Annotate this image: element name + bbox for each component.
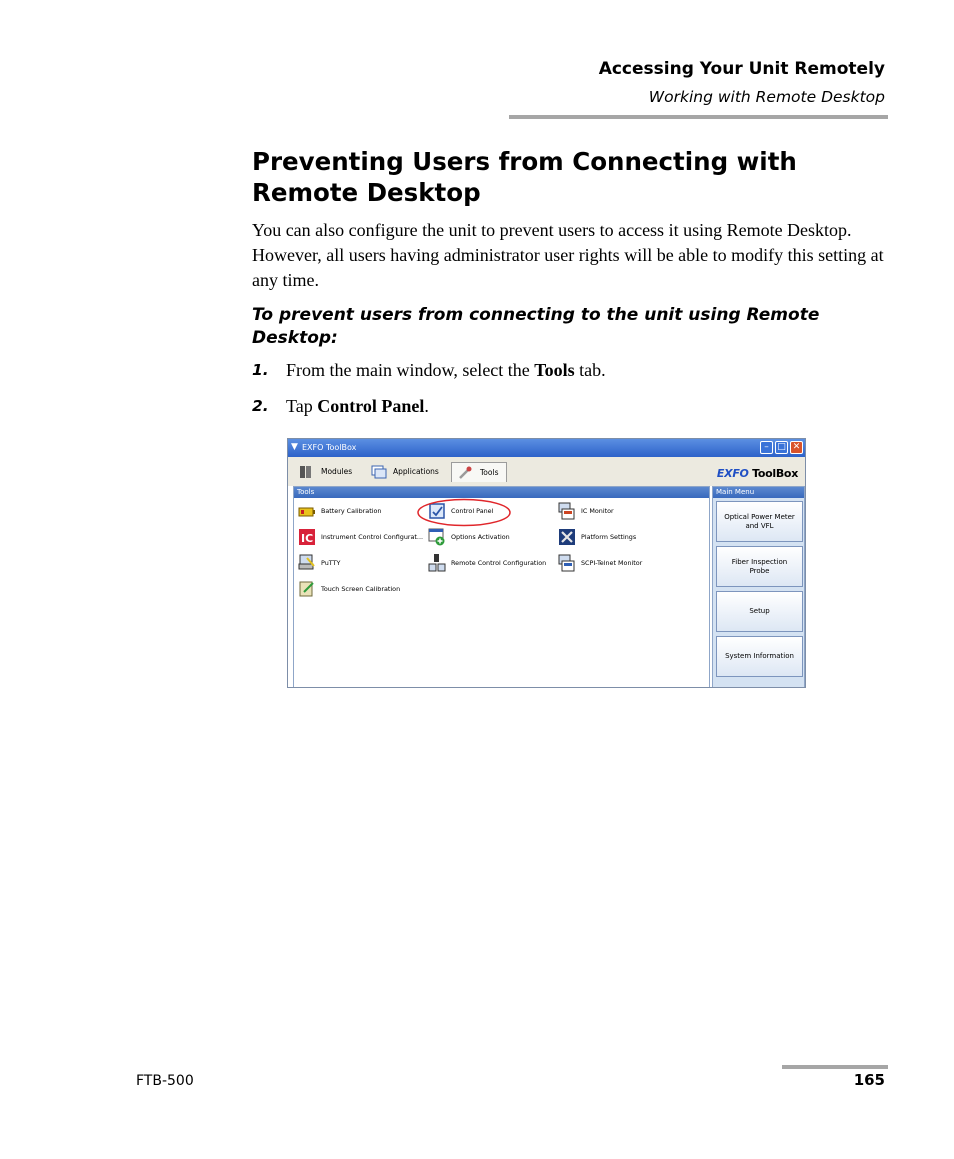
main-menu-title: Main Menu xyxy=(713,487,804,498)
putty-icon xyxy=(298,554,316,572)
header-rule xyxy=(509,115,888,119)
menu-setup[interactable]: Setup xyxy=(716,591,803,632)
remote-control-icon xyxy=(428,554,446,572)
toolbox-screenshot xyxy=(287,438,806,688)
window-title: EXFO ToolBox xyxy=(302,443,357,452)
tools-panel-title: Tools xyxy=(294,487,709,498)
highlight-circle xyxy=(416,498,512,527)
section-heading: Preventing Users from Connecting with Remote Desktop xyxy=(252,147,797,207)
tools-panel: Tools Battery Calibration Control Panel IC Monitor IC Instrument Control Configurat... Options Activation Platform Settings PuTTY Remote Control Configuration SCPI-Telnet Monitor Touch Screen Calibration xyxy=(293,486,710,688)
tab-applications[interactable] xyxy=(365,462,445,482)
step-text: From the main window, select the Tools tab. xyxy=(286,360,606,380)
instrument-control-icon xyxy=(298,528,316,546)
minimize-icon[interactable]: – xyxy=(760,441,773,454)
page-number: 165 xyxy=(853,1071,885,1089)
step-number: 1. xyxy=(252,361,269,379)
menu-fiber-inspection-probe[interactable]: Fiber Inspection Probe xyxy=(716,546,803,587)
window-titlebar xyxy=(288,439,805,457)
close-icon[interactable]: ✕ xyxy=(790,441,803,454)
ic-monitor-icon xyxy=(558,502,576,520)
tab-label: Modules xyxy=(321,467,353,476)
menu-optical-power-meter-vfl[interactable]: Optical Power Meter and VFL xyxy=(716,501,803,542)
footer-rule xyxy=(782,1065,888,1069)
main-menu-panel xyxy=(712,486,805,688)
tab-label: Applications xyxy=(393,467,439,476)
tab-tools[interactable] xyxy=(451,462,507,482)
running-header-subtitle: Working with Remote Desktop xyxy=(648,88,885,106)
platform-settings-icon xyxy=(558,528,576,546)
tab-bar xyxy=(288,457,805,486)
exfo-toolbox-logo: EXFO ToolBox xyxy=(716,467,798,480)
app-icon: ▼ xyxy=(291,442,298,452)
applications-icon xyxy=(371,465,387,479)
maximize-icon[interactable]: □ xyxy=(775,441,788,454)
procedure-title: To prevent users from connecting to the unit using Remote Desktop: xyxy=(252,305,820,348)
tab-modules[interactable] xyxy=(293,462,359,482)
touch-screen-calibration-icon xyxy=(298,580,316,598)
body-paragraph: You can also configure the unit to prevent users to access it using Remote Desktop. However, all users having administrator user rights will be able to modify this setting at any time. xyxy=(252,220,884,290)
step-number: 2. xyxy=(252,397,269,415)
modules-icon xyxy=(299,465,315,479)
menu-system-information[interactable]: System Information xyxy=(716,636,803,677)
footer-product: FTB-500 xyxy=(136,1073,194,1089)
running-header-title: Accessing Your Unit Remotely xyxy=(598,59,885,79)
tab-label: Tools xyxy=(480,468,499,477)
battery-calibration-icon xyxy=(298,502,316,520)
step-text: Tap Control Panel. xyxy=(286,396,429,416)
options-activation-icon xyxy=(428,528,446,546)
tools-icon xyxy=(458,466,474,480)
svg-text:IC: IC xyxy=(301,532,314,545)
scpi-telnet-icon xyxy=(558,554,576,572)
